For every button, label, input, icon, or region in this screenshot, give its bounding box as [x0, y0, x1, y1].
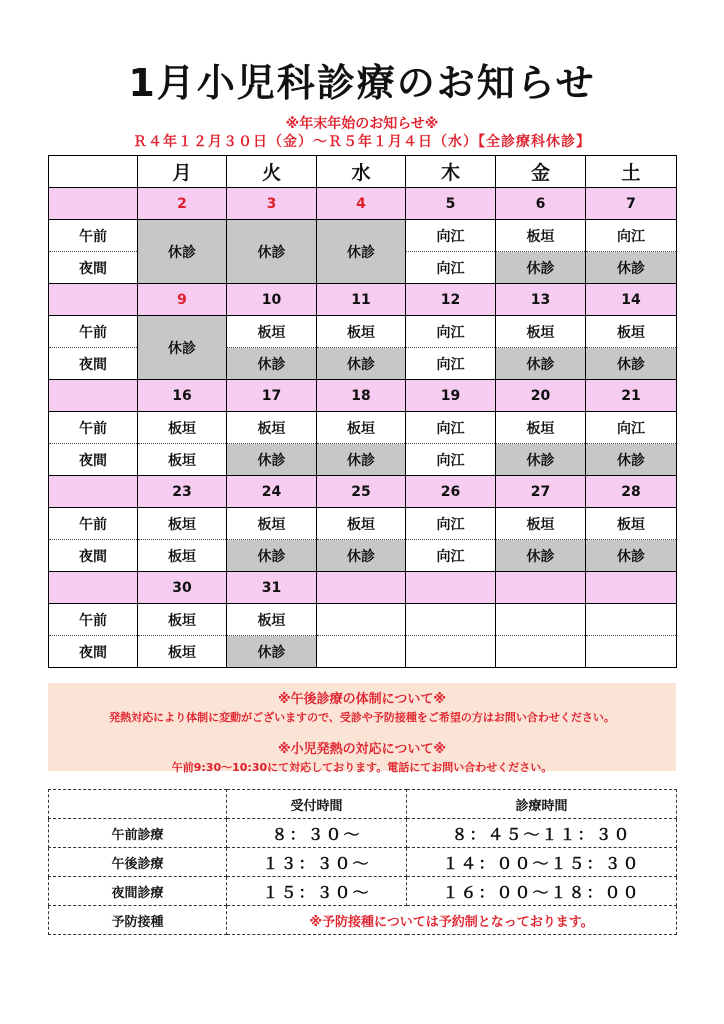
hours-header-row: [49, 790, 677, 819]
date-cell-wed: 25: [317, 476, 406, 508]
weekday-header-row: [49, 156, 677, 188]
morning-doctor-cell: 板垣: [138, 508, 227, 540]
date-cell-sat: 28: [586, 476, 677, 508]
evening-row: [49, 540, 677, 572]
date-row: [49, 188, 677, 220]
evening-doctor-cell: 休診: [586, 252, 677, 284]
morning-doctor-cell: 板垣: [227, 604, 317, 636]
weekday-fri: 金: [496, 156, 586, 188]
header-corner: [49, 156, 138, 188]
evening-doctor-cell: 休診: [227, 636, 317, 668]
evening-row: [49, 636, 677, 668]
weekday-sat: 土: [586, 156, 677, 188]
treatment-time: ８：４５～１１：３０: [407, 819, 677, 848]
morning-doctor-cell: 向江: [406, 316, 496, 348]
hours-row: [49, 819, 677, 848]
allday-closed-cell: 休診: [317, 220, 406, 284]
date-cell-wed: [317, 572, 406, 604]
holiday-notice-dates: Ｒ４年１２月３０日（金）～Ｒ５年１月４日（水）【全診療科休診】: [133, 134, 591, 150]
morning-label: 午前: [49, 412, 138, 444]
date-cell-mon: 2: [138, 188, 227, 220]
reception-time: １５：３０～: [227, 877, 407, 906]
date-row-label: [49, 188, 138, 220]
evening-label: 夜間: [49, 636, 138, 668]
date-row: [49, 476, 677, 508]
evening-doctor-cell: 板垣: [138, 444, 227, 476]
notice-text-afternoon: 発熱対応により体制に変動がございますので、受診や予防接種をご希望の方はお問い合わせください。: [109, 711, 615, 724]
date-row-label: [49, 380, 138, 412]
session-label: 夜間診療: [49, 877, 227, 906]
treatment-time-header: 診療時間: [407, 790, 677, 819]
vaccine-note: ※予防接種については予約制となっております。: [227, 906, 677, 935]
date-cell-mon: 23: [138, 476, 227, 508]
morning-label: 午前: [49, 316, 138, 348]
weekday-wed: 水: [317, 156, 406, 188]
morning-doctor-cell: 向江: [406, 412, 496, 444]
date-cell-wed: 4: [317, 188, 406, 220]
morning-label: 午前: [49, 508, 138, 540]
morning-doctor-cell: 板垣: [586, 508, 677, 540]
evening-doctor-cell: 休診: [227, 540, 317, 572]
hours-row: [49, 877, 677, 906]
weekday-mon: 月: [138, 156, 227, 188]
date-cell-tue: 17: [227, 380, 317, 412]
evening-label: 夜間: [49, 252, 138, 284]
evening-doctor-cell: 休診: [317, 444, 406, 476]
morning-doctor-cell: 板垣: [317, 316, 406, 348]
allday-closed-cell: 休診: [138, 316, 227, 380]
morning-doctor-cell: 板垣: [317, 508, 406, 540]
date-cell-sat: 7: [586, 188, 677, 220]
evening-doctor-cell: 休診: [317, 348, 406, 380]
morning-doctor-cell: 板垣: [138, 604, 227, 636]
evening-doctor-cell: 休診: [496, 540, 586, 572]
morning-doctor-cell: [406, 604, 496, 636]
date-cell-sat: 21: [586, 380, 677, 412]
morning-doctor-cell: 板垣: [227, 412, 317, 444]
date-cell-wed: 11: [317, 284, 406, 316]
notice-box: [48, 683, 676, 774]
date-cell-fri: 27: [496, 476, 586, 508]
date-cell-mon: 30: [138, 572, 227, 604]
morning-doctor-cell: 板垣: [496, 508, 586, 540]
morning-doctor-cell: 向江: [406, 220, 496, 252]
morning-row: [49, 316, 677, 348]
session-label: 午後診療: [49, 848, 227, 877]
vaccine-label: 予防接種: [49, 906, 227, 935]
evening-doctor-cell: [406, 636, 496, 668]
morning-doctor-cell: 板垣: [496, 412, 586, 444]
evening-doctor-cell: 休診: [586, 348, 677, 380]
evening-doctor-cell: 休診: [586, 444, 677, 476]
evening-label: 夜間: [49, 444, 138, 476]
allday-closed-cell: 休診: [138, 220, 227, 284]
date-row: [49, 284, 677, 316]
clinic-calendar: [48, 155, 677, 668]
weekday-thu: 木: [406, 156, 496, 188]
evening-doctor-cell: 向江: [406, 252, 496, 284]
morning-doctor-cell: 板垣: [227, 508, 317, 540]
date-cell-tue: 10: [227, 284, 317, 316]
hours-table: [48, 789, 677, 935]
vaccine-row: [49, 906, 677, 935]
morning-doctor-cell: [496, 604, 586, 636]
date-cell-fri: 6: [496, 188, 586, 220]
hours-header-corner: [49, 790, 227, 819]
notice-heading-afternoon: ※午後診療の体制について※: [277, 692, 447, 707]
date-cell-mon: 9: [138, 284, 227, 316]
date-cell-thu: 12: [406, 284, 496, 316]
evening-doctor-cell: 板垣: [138, 540, 227, 572]
notice-text-fever: 午前9:30～10:30にて対応しております。電話にてお問い合わせください。: [171, 761, 553, 774]
evening-doctor-cell: 向江: [406, 540, 496, 572]
morning-doctor-cell: 向江: [586, 412, 677, 444]
date-row-label: [49, 476, 138, 508]
date-cell-thu: 5: [406, 188, 496, 220]
hours-row: [49, 848, 677, 877]
treatment-time: １４：００～１５：３０: [407, 848, 677, 877]
allday-closed-cell: 休診: [227, 220, 317, 284]
morning-row: [49, 412, 677, 444]
morning-doctor-cell: 板垣: [496, 316, 586, 348]
date-cell-wed: 18: [317, 380, 406, 412]
evening-label: 夜間: [49, 540, 138, 572]
evening-doctor-cell: 休診: [496, 252, 586, 284]
morning-doctor-cell: 板垣: [496, 220, 586, 252]
evening-doctor-cell: 休診: [496, 348, 586, 380]
date-row: [49, 380, 677, 412]
date-cell-tue: 31: [227, 572, 317, 604]
evening-doctor-cell: [586, 636, 677, 668]
evening-label: 夜間: [49, 348, 138, 380]
date-cell-sat: 14: [586, 284, 677, 316]
date-cell-thu: 19: [406, 380, 496, 412]
morning-doctor-cell: 板垣: [138, 412, 227, 444]
morning-row: [49, 508, 677, 540]
morning-label: 午前: [49, 604, 138, 636]
date-row: [49, 572, 677, 604]
evening-doctor-cell: 休診: [227, 348, 317, 380]
holiday-notice-heading: ※年末年始のお知らせ※: [285, 116, 439, 132]
date-cell-fri: [496, 572, 586, 604]
morning-doctor-cell: [586, 604, 677, 636]
reception-time-header: 受付時間: [227, 790, 407, 819]
morning-row: [49, 220, 677, 252]
evening-doctor-cell: 向江: [406, 444, 496, 476]
date-cell-tue: 3: [227, 188, 317, 220]
date-cell-tue: 24: [227, 476, 317, 508]
notice-heading-fever: ※小児発熱の対応について※: [277, 742, 447, 757]
date-cell-sat: [586, 572, 677, 604]
evening-doctor-cell: 向江: [406, 348, 496, 380]
evening-doctor-cell: 休診: [317, 540, 406, 572]
date-cell-fri: 13: [496, 284, 586, 316]
evening-row: [49, 444, 677, 476]
morning-row: [49, 604, 677, 636]
evening-doctor-cell: 休診: [227, 444, 317, 476]
treatment-time: １６：００～１８：００: [407, 877, 677, 906]
evening-doctor-cell: 板垣: [138, 636, 227, 668]
date-cell-fri: 20: [496, 380, 586, 412]
morning-doctor-cell: 向江: [406, 508, 496, 540]
morning-doctor-cell: 板垣: [227, 316, 317, 348]
date-row-label: [49, 572, 138, 604]
reception-time: ８：３０～: [227, 819, 407, 848]
weekday-tue: 火: [227, 156, 317, 188]
session-label: 午前診療: [49, 819, 227, 848]
evening-doctor-cell: 休診: [586, 540, 677, 572]
date-cell-mon: 16: [138, 380, 227, 412]
evening-doctor-cell: [317, 636, 406, 668]
date-cell-thu: 26: [406, 476, 496, 508]
reception-time: １３：３０～: [227, 848, 407, 877]
page-title: 1月小児科診療のお知らせ: [128, 61, 596, 105]
morning-doctor-cell: 向江: [586, 220, 677, 252]
morning-doctor-cell: 板垣: [586, 316, 677, 348]
morning-doctor-cell: 板垣: [317, 412, 406, 444]
morning-label: 午前: [49, 220, 138, 252]
evening-doctor-cell: 休診: [496, 444, 586, 476]
date-row-label: [49, 284, 138, 316]
morning-doctor-cell: [317, 604, 406, 636]
date-cell-thu: [406, 572, 496, 604]
evening-doctor-cell: [496, 636, 586, 668]
